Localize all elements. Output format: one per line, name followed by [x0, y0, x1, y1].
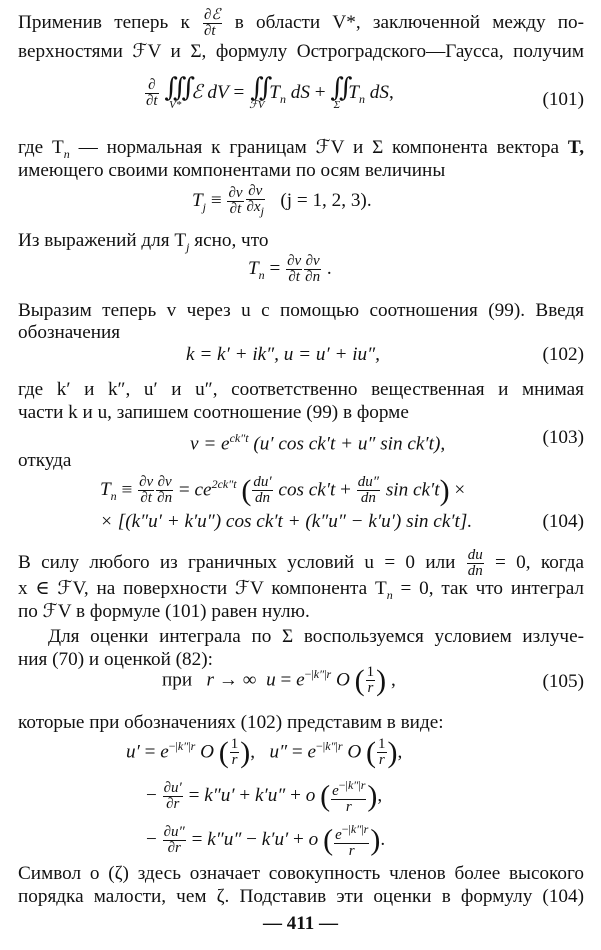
equation-number-104: (104)	[542, 511, 584, 532]
text-line-8: где k′ и k″, u′ и u″, соответственно вещественная и мнимая	[18, 379, 584, 400]
text-line-11: В силу любого из граничных условий u = 0 или $\frac{du}{dn}$ = 0, когда	[18, 547, 584, 579]
text-line-16: которые при обозначениях (102) представим в виде:	[18, 712, 444, 733]
text-line-1	[18, 8, 584, 39]
text-fragment: в области	[234, 11, 321, 33]
text-fragment: Применив теперь к	[18, 11, 190, 33]
text-line-12: x ∈ ℱV, на поверхности ℱV компонента $T_n = 0$, так что интеграл	[18, 578, 584, 602]
estimate-line-1: $u' = e^{-|k''|r}$ O ( $\frac{1}{r}$ ), $u'' = e^{-|k''|r}$ O ( $\frac{1}{r}$ ),	[126, 735, 403, 769]
equation-101: $\frac{\partial}{\partial t}$ ∭ V* ℰ dV = ∬ ℱV $T_n$ dS + ∬ Σ $T_n$ dS,	[146, 73, 394, 111]
text-line-17: Символ o (ζ) здесь означает совокупность членов более высокого	[18, 863, 584, 884]
equation-103: $v = e^{ck''t}$ (u′ cos ck′t + u″ sin ck′t),	[190, 431, 446, 455]
text-line-5: Из выражений для $T_j$ ясно, что	[18, 230, 269, 254]
text-line-4: имеющего своими компонентами по осям величины	[18, 160, 446, 181]
text-line-2: верхностями ℱV и Σ, формулу Остроградского—Гаусса, получим	[18, 41, 584, 62]
estimate-line-2: − $\frac{\partial u'}{\partial r}$ = k″u′ + k′u″ + o ( $\frac{e^{-|k''|r}}{r}$ ),	[146, 778, 383, 815]
text-line-18: порядка малости, чем ζ. Подставив эти оценки в формулу (104)	[18, 886, 584, 907]
text-line-10: откуда	[18, 450, 72, 471]
text-line-9: части k и u, запишем соотношение (99) в форме	[18, 402, 409, 423]
text-line-3: где $T_n$ — нормальная к границам ℱV и Σ компонента вектора T,	[18, 137, 585, 161]
equation-104-line-1: $T_n$ ≡ $\frac{\partial v}{\partial t}$ $\frac{\partial v}{\partial n}$ = $ce^{2ck''t}$ ( $\frac{du'}{dn}$ cos ck′t + $\frac{du''}{dn}$ sin ck′t) ×	[100, 473, 466, 507]
text-fragment: V*, заключенной между по-	[332, 11, 585, 33]
fraction-dE-dt: $\frac{\text{∂ℰ}}{\partial t}$	[204, 7, 221, 39]
text-line-13: по ℱV в формуле (101) равен нулю.	[18, 601, 310, 622]
equation-105: при r → ∞ $u = e^{-|k''|r}$ O ( $\frac{1}{r}$ ) ,	[162, 663, 396, 697]
text-line-7: обозначения	[18, 322, 121, 343]
text-line-15: ния (70) и оценкой (82):	[18, 649, 213, 670]
page-number: — 411 —	[263, 913, 338, 934]
equation-number-103: (103)	[542, 427, 584, 448]
equation-104-line-2: × [(k″u′ + k′u″) cos ck′t + (k″u″ − k′u′) sin ck′t].	[100, 511, 473, 532]
estimate-line-3: − $\frac{\partial u''}{\partial r}$ = k″u″ − k′u′ + o ( $\frac{e^{-|k''|r}}{r}$ ).	[146, 822, 386, 859]
equation-Tj: $T_j$ ≡ $\frac{\partial v}{\partial t}$ $\frac{\partial v}{\partial x_j}$ (j = 1, 2, 3).	[192, 183, 372, 218]
equation-102: k = k′ + ik″, u = u′ + iu″,	[186, 344, 380, 365]
text-line-6: Выразим теперь v через u с помощью соотношения (99). Введя	[18, 300, 584, 321]
equation-Tn: $T_n$ = $\frac{\partial v}{\partial t}$ $\frac{\partial v}{\partial n}$ .	[248, 253, 332, 285]
equation-number-101: (101)	[542, 89, 584, 110]
equation-number-105: (105)	[542, 671, 584, 692]
equation-number-102: (102)	[542, 344, 584, 365]
text-line-14: Для оценки интеграла по Σ воспользуемся условием излуче-	[48, 626, 584, 647]
